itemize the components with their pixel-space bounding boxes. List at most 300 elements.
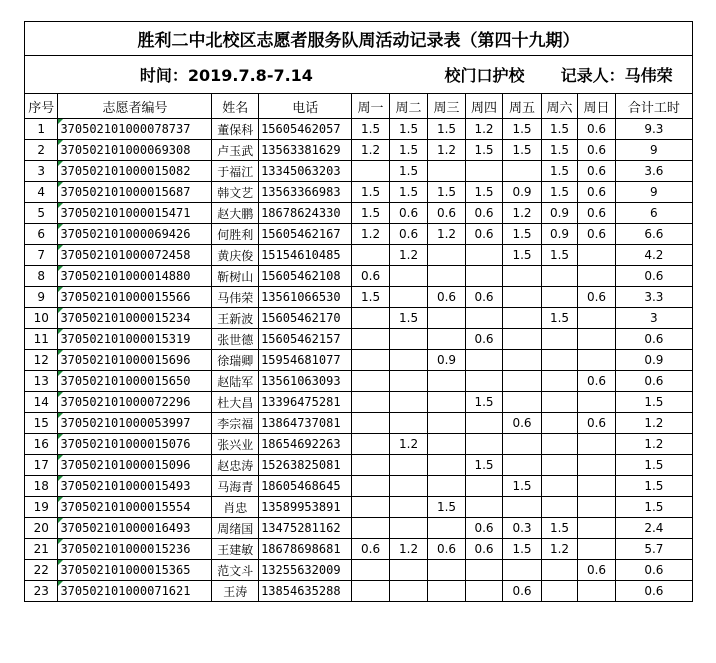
volunteer-id-cell: 370502101000015554 — [58, 497, 212, 518]
table-row — [25, 392, 693, 413]
day-hours-cell — [541, 329, 577, 350]
day-hours-cell: 0.6 — [578, 413, 615, 434]
phone-cell: 15605462170 — [259, 308, 352, 329]
day-hours-cell: 0.6 — [465, 224, 502, 245]
day-hours-cell — [578, 350, 615, 371]
total-hours-cell: 4.2 — [615, 245, 692, 266]
day-hours-cell: 0.6 — [578, 140, 615, 161]
day-hours-cell — [465, 245, 502, 266]
day-hours-cell — [578, 518, 615, 539]
phone-cell: 18678698681 — [259, 539, 352, 560]
total-hours-cell: 6.6 — [615, 224, 692, 245]
volunteer-id-cell: 370502101000015696 — [58, 350, 212, 371]
volunteer-name-cell: 靳树山 — [212, 266, 259, 287]
volunteer-id-cell: 370502101000015471 — [58, 203, 212, 224]
day-hours-cell: 0.3 — [503, 518, 542, 539]
volunteer-name-cell: 肖忠 — [212, 497, 259, 518]
day-hours-cell — [428, 476, 465, 497]
day-hours-cell — [389, 455, 428, 476]
day-hours-cell — [389, 371, 428, 392]
row-number-cell: 20 — [25, 518, 58, 539]
day-hours-cell: 0.6 — [389, 203, 428, 224]
row-number-cell: 1 — [25, 119, 58, 140]
volunteer-name-cell: 赵陆军 — [212, 371, 259, 392]
header-cell: 周三 — [428, 94, 465, 119]
day-hours-cell — [352, 392, 389, 413]
table-row — [25, 329, 693, 350]
total-hours-cell: 9 — [615, 140, 692, 161]
day-hours-cell: 1.5 — [541, 140, 577, 161]
total-hours-cell: 6 — [615, 203, 692, 224]
total-hours-cell: 5.7 — [615, 539, 692, 560]
day-hours-cell — [428, 161, 465, 182]
day-hours-cell: 0.6 — [465, 203, 502, 224]
total-hours-cell: 1.5 — [615, 497, 692, 518]
day-hours-cell — [465, 476, 502, 497]
day-hours-cell — [578, 245, 615, 266]
phone-cell: 13864737081 — [259, 413, 352, 434]
table-row — [25, 140, 693, 161]
day-hours-cell — [503, 266, 542, 287]
day-hours-cell: 1.5 — [503, 140, 542, 161]
day-hours-cell: 0.9 — [541, 203, 577, 224]
day-hours-cell: 0.6 — [578, 119, 615, 140]
table-row — [25, 518, 693, 539]
day-hours-cell — [389, 497, 428, 518]
day-hours-cell: 0.6 — [428, 203, 465, 224]
day-hours-cell — [465, 413, 502, 434]
total-hours-cell: 1.5 — [615, 455, 692, 476]
day-hours-cell: 0.6 — [352, 539, 389, 560]
total-hours-cell: 3 — [615, 308, 692, 329]
row-number-cell: 22 — [25, 560, 58, 581]
volunteer-name-cell: 张兴业 — [212, 434, 259, 455]
day-hours-cell: 1.2 — [389, 245, 428, 266]
day-hours-cell — [465, 308, 502, 329]
row-number-cell: 16 — [25, 434, 58, 455]
day-hours-cell — [352, 161, 389, 182]
day-hours-cell — [428, 518, 465, 539]
table-row — [25, 224, 693, 245]
volunteer-name-cell: 韩文艺 — [212, 182, 259, 203]
day-hours-cell — [428, 245, 465, 266]
header-cell: 周六 — [541, 94, 577, 119]
day-hours-cell — [503, 308, 542, 329]
day-hours-cell — [503, 560, 542, 581]
day-hours-cell — [428, 308, 465, 329]
header-cell: 周日 — [578, 94, 615, 119]
day-hours-cell — [352, 497, 389, 518]
day-hours-cell — [578, 266, 615, 287]
phone-cell: 15954681077 — [259, 350, 352, 371]
day-hours-cell: 1.5 — [465, 392, 502, 413]
total-hours-cell: 9 — [615, 182, 692, 203]
table-row — [25, 161, 693, 182]
day-hours-cell — [465, 560, 502, 581]
table-row — [25, 560, 693, 581]
table-row — [25, 539, 693, 560]
day-hours-cell: 1.5 — [541, 245, 577, 266]
table-row — [25, 287, 693, 308]
day-hours-cell — [428, 329, 465, 350]
row-number-cell: 10 — [25, 308, 58, 329]
day-hours-cell — [465, 434, 502, 455]
phone-cell: 13561063093 — [259, 371, 352, 392]
recorder: 记录人：马伟荣 — [541, 56, 692, 94]
row-number-cell: 21 — [25, 539, 58, 560]
total-hours-cell: 1.2 — [615, 413, 692, 434]
day-hours-cell: 1.5 — [428, 119, 465, 140]
day-hours-cell — [352, 371, 389, 392]
day-hours-cell: 1.5 — [541, 518, 577, 539]
activity-location: 校门口护校 — [428, 56, 541, 94]
table-row — [25, 350, 693, 371]
day-hours-cell — [541, 581, 577, 602]
volunteer-name-cell: 赵忠涛 — [212, 455, 259, 476]
record-table — [24, 21, 693, 602]
table-row — [25, 308, 693, 329]
day-hours-cell — [352, 308, 389, 329]
total-hours-cell: 1.5 — [615, 392, 692, 413]
header-row — [25, 94, 693, 119]
day-hours-cell — [352, 518, 389, 539]
volunteer-id-cell: 370502101000015082 — [58, 161, 212, 182]
row-number-cell: 15 — [25, 413, 58, 434]
phone-cell: 15154610485 — [259, 245, 352, 266]
day-hours-cell — [465, 266, 502, 287]
row-number-cell: 8 — [25, 266, 58, 287]
day-hours-cell: 0.6 — [503, 413, 542, 434]
table-row — [25, 497, 693, 518]
day-hours-cell: 1.5 — [503, 119, 542, 140]
volunteer-id-cell: 370502101000078737 — [58, 119, 212, 140]
day-hours-cell — [389, 350, 428, 371]
day-hours-cell: 0.6 — [352, 266, 389, 287]
table-row — [25, 455, 693, 476]
volunteer-name-cell: 王涛 — [212, 581, 259, 602]
phone-cell: 15605462167 — [259, 224, 352, 245]
total-hours-cell: 0.6 — [615, 560, 692, 581]
volunteer-name-cell: 马海青 — [212, 476, 259, 497]
day-hours-cell — [352, 413, 389, 434]
header-cell: 周二 — [389, 94, 428, 119]
day-hours-cell: 1.5 — [352, 203, 389, 224]
total-hours-cell: 9.3 — [615, 119, 692, 140]
day-hours-cell — [503, 287, 542, 308]
day-hours-cell — [541, 560, 577, 581]
volunteer-id-cell: 370502101000015236 — [58, 539, 212, 560]
day-hours-cell: 1.5 — [389, 182, 428, 203]
day-hours-cell — [352, 245, 389, 266]
day-hours-cell: 1.5 — [503, 245, 542, 266]
row-number-cell: 9 — [25, 287, 58, 308]
day-hours-cell — [352, 455, 389, 476]
day-hours-cell — [428, 392, 465, 413]
volunteer-id-cell: 370502101000072458 — [58, 245, 212, 266]
total-hours-cell: 1.2 — [615, 434, 692, 455]
date-range: 时间：2019.7.8-7.14 — [25, 56, 428, 94]
volunteer-name-cell: 董保科 — [212, 119, 259, 140]
total-hours-cell: 0.6 — [615, 266, 692, 287]
header-cell: 序号 — [25, 94, 58, 119]
day-hours-cell: 0.6 — [578, 371, 615, 392]
volunteer-id-cell: 370502101000015319 — [58, 329, 212, 350]
day-hours-cell: 0.6 — [578, 182, 615, 203]
day-hours-cell: 1.5 — [503, 539, 542, 560]
day-hours-cell: 1.2 — [465, 119, 502, 140]
phone-cell: 15605462157 — [259, 329, 352, 350]
row-number-cell: 2 — [25, 140, 58, 161]
table-row — [25, 266, 693, 287]
day-hours-cell — [503, 371, 542, 392]
table-row — [25, 476, 693, 497]
header-cell: 电话 — [259, 94, 352, 119]
day-hours-cell — [428, 455, 465, 476]
day-hours-cell: 1.2 — [389, 539, 428, 560]
day-hours-cell — [465, 371, 502, 392]
day-hours-cell — [578, 392, 615, 413]
phone-cell: 13255632009 — [259, 560, 352, 581]
phone-cell: 15263825081 — [259, 455, 352, 476]
phone-cell: 13563366983 — [259, 182, 352, 203]
volunteer-name-cell: 何胜利 — [212, 224, 259, 245]
phone-cell: 13854635288 — [259, 581, 352, 602]
volunteer-name-cell: 张世德 — [212, 329, 259, 350]
day-hours-cell: 0.6 — [578, 161, 615, 182]
day-hours-cell — [578, 329, 615, 350]
day-hours-cell — [389, 476, 428, 497]
total-hours-cell: 0.9 — [615, 350, 692, 371]
row-number-cell: 23 — [25, 581, 58, 602]
day-hours-cell — [389, 560, 428, 581]
phone-cell: 13345063203 — [259, 161, 352, 182]
day-hours-cell — [389, 266, 428, 287]
day-hours-cell — [541, 497, 577, 518]
day-hours-cell: 0.6 — [465, 329, 502, 350]
day-hours-cell — [352, 560, 389, 581]
volunteer-id-cell: 370502101000015650 — [58, 371, 212, 392]
day-hours-cell: 1.5 — [465, 455, 502, 476]
total-hours-cell: 2.4 — [615, 518, 692, 539]
day-hours-cell — [428, 560, 465, 581]
header-cell: 周五 — [503, 94, 542, 119]
row-number-cell: 13 — [25, 371, 58, 392]
day-hours-cell: 1.5 — [465, 182, 502, 203]
table-row — [25, 182, 693, 203]
day-hours-cell — [541, 455, 577, 476]
day-hours-cell — [352, 476, 389, 497]
volunteer-name-cell: 王新波 — [212, 308, 259, 329]
day-hours-cell — [389, 581, 428, 602]
day-hours-cell — [428, 581, 465, 602]
day-hours-cell — [465, 350, 502, 371]
day-hours-cell — [428, 266, 465, 287]
day-hours-cell — [541, 392, 577, 413]
table-row — [25, 203, 693, 224]
row-number-cell: 7 — [25, 245, 58, 266]
day-hours-cell: 1.5 — [389, 161, 428, 182]
day-hours-cell — [578, 539, 615, 560]
volunteer-name-cell: 周绪国 — [212, 518, 259, 539]
volunteer-id-cell: 370502101000015076 — [58, 434, 212, 455]
day-hours-cell — [465, 581, 502, 602]
day-hours-cell — [541, 434, 577, 455]
day-hours-cell: 1.2 — [541, 539, 577, 560]
day-hours-cell — [541, 287, 577, 308]
row-number-cell: 4 — [25, 182, 58, 203]
day-hours-cell: 1.5 — [352, 182, 389, 203]
volunteer-id-cell: 370502101000016493 — [58, 518, 212, 539]
table-row — [25, 413, 693, 434]
total-hours-cell: 1.5 — [615, 476, 692, 497]
day-hours-cell: 1.5 — [352, 287, 389, 308]
day-hours-cell: 1.2 — [428, 140, 465, 161]
volunteer-name-cell: 徐瑞卿 — [212, 350, 259, 371]
day-hours-cell: 1.5 — [428, 182, 465, 203]
day-hours-cell: 0.6 — [465, 539, 502, 560]
volunteer-id-cell: 370502101000015493 — [58, 476, 212, 497]
row-number-cell: 19 — [25, 497, 58, 518]
phone-cell: 18654692263 — [259, 434, 352, 455]
day-hours-cell — [352, 434, 389, 455]
day-hours-cell — [578, 308, 615, 329]
day-hours-cell: 1.2 — [389, 434, 428, 455]
day-hours-cell — [389, 392, 428, 413]
phone-cell: 18678624330 — [259, 203, 352, 224]
volunteer-name-cell: 李宗福 — [212, 413, 259, 434]
volunteer-id-cell: 370502101000014880 — [58, 266, 212, 287]
day-hours-cell — [503, 392, 542, 413]
volunteer-name-cell: 范文斗 — [212, 560, 259, 581]
phone-cell: 18605468645 — [259, 476, 352, 497]
table-row — [25, 245, 693, 266]
volunteer-id-cell: 370502101000015566 — [58, 287, 212, 308]
day-hours-cell — [503, 497, 542, 518]
table-row — [25, 371, 693, 392]
phone-cell: 15605462108 — [259, 266, 352, 287]
day-hours-cell — [503, 161, 542, 182]
day-hours-cell — [352, 329, 389, 350]
day-hours-cell — [578, 476, 615, 497]
day-hours-cell: 0.9 — [503, 182, 542, 203]
day-hours-cell — [465, 497, 502, 518]
header-cell: 姓名 — [212, 94, 259, 119]
row-number-cell: 12 — [25, 350, 58, 371]
day-hours-cell: 1.5 — [389, 140, 428, 161]
day-hours-cell: 0.6 — [503, 581, 542, 602]
total-hours-cell: 0.6 — [615, 371, 692, 392]
day-hours-cell: 1.2 — [503, 203, 542, 224]
phone-cell: 13475281162 — [259, 518, 352, 539]
day-hours-cell — [541, 413, 577, 434]
volunteer-id-cell: 370502101000069426 — [58, 224, 212, 245]
day-hours-cell — [503, 350, 542, 371]
row-number-cell: 6 — [25, 224, 58, 245]
row-number-cell: 5 — [25, 203, 58, 224]
phone-cell: 15605462057 — [259, 119, 352, 140]
day-hours-cell: 0.9 — [428, 350, 465, 371]
day-hours-cell — [389, 413, 428, 434]
day-hours-cell: 1.5 — [541, 308, 577, 329]
day-hours-cell — [389, 287, 428, 308]
day-hours-cell — [578, 455, 615, 476]
row-number-cell: 11 — [25, 329, 58, 350]
day-hours-cell: 1.5 — [465, 140, 502, 161]
day-hours-cell: 0.6 — [465, 518, 502, 539]
day-hours-cell: 1.5 — [389, 119, 428, 140]
header-cell: 周四 — [465, 94, 502, 119]
day-hours-cell: 1.5 — [541, 182, 577, 203]
volunteer-name-cell: 马伟荣 — [212, 287, 259, 308]
day-hours-cell — [352, 350, 389, 371]
volunteer-id-cell: 370502101000071621 — [58, 581, 212, 602]
volunteer-id-cell: 370502101000072296 — [58, 392, 212, 413]
day-hours-cell — [352, 581, 389, 602]
day-hours-cell: 0.9 — [541, 224, 577, 245]
row-number-cell: 3 — [25, 161, 58, 182]
day-hours-cell: 1.5 — [389, 308, 428, 329]
volunteer-name-cell: 于福江 — [212, 161, 259, 182]
day-hours-cell — [465, 161, 502, 182]
day-hours-cell: 0.6 — [578, 203, 615, 224]
table-row — [25, 119, 693, 140]
day-hours-cell: 0.6 — [578, 560, 615, 581]
day-hours-cell: 1.5 — [541, 119, 577, 140]
volunteer-name-cell: 杜大昌 — [212, 392, 259, 413]
day-hours-cell — [389, 329, 428, 350]
day-hours-cell — [503, 455, 542, 476]
day-hours-cell: 1.5 — [352, 119, 389, 140]
row-number-cell: 18 — [25, 476, 58, 497]
total-hours-cell: 0.6 — [615, 329, 692, 350]
row-number-cell: 17 — [25, 455, 58, 476]
day-hours-cell: 1.2 — [352, 224, 389, 245]
header-cell: 周一 — [352, 94, 389, 119]
record-sheet — [24, 21, 693, 602]
day-hours-cell — [541, 350, 577, 371]
day-hours-cell — [389, 518, 428, 539]
volunteer-name-cell: 赵大鹏 — [212, 203, 259, 224]
day-hours-cell: 0.6 — [578, 224, 615, 245]
day-hours-cell: 1.5 — [503, 224, 542, 245]
day-hours-cell — [503, 434, 542, 455]
day-hours-cell — [578, 497, 615, 518]
day-hours-cell: 1.2 — [428, 224, 465, 245]
total-hours-cell: 3.6 — [615, 161, 692, 182]
day-hours-cell — [541, 266, 577, 287]
volunteer-id-cell: 370502101000015096 — [58, 455, 212, 476]
volunteer-id-cell: 370502101000069308 — [58, 140, 212, 161]
phone-cell: 13589953891 — [259, 497, 352, 518]
day-hours-cell — [541, 476, 577, 497]
day-hours-cell — [428, 371, 465, 392]
day-hours-cell: 0.6 — [389, 224, 428, 245]
phone-cell: 13396475281 — [259, 392, 352, 413]
day-hours-cell: 1.5 — [503, 476, 542, 497]
header-cell: 合计工时 — [615, 94, 692, 119]
volunteer-id-cell: 370502101000015365 — [58, 560, 212, 581]
volunteer-name-cell: 黄庆俊 — [212, 245, 259, 266]
volunteer-id-cell: 370502101000015234 — [58, 308, 212, 329]
header-cell: 志愿者编号 — [58, 94, 212, 119]
phone-cell: 13563381629 — [259, 140, 352, 161]
table-row — [25, 581, 693, 602]
day-hours-cell: 1.5 — [428, 497, 465, 518]
total-hours-cell: 3.3 — [615, 287, 692, 308]
day-hours-cell — [428, 434, 465, 455]
day-hours-cell — [541, 371, 577, 392]
day-hours-cell: 0.6 — [428, 539, 465, 560]
